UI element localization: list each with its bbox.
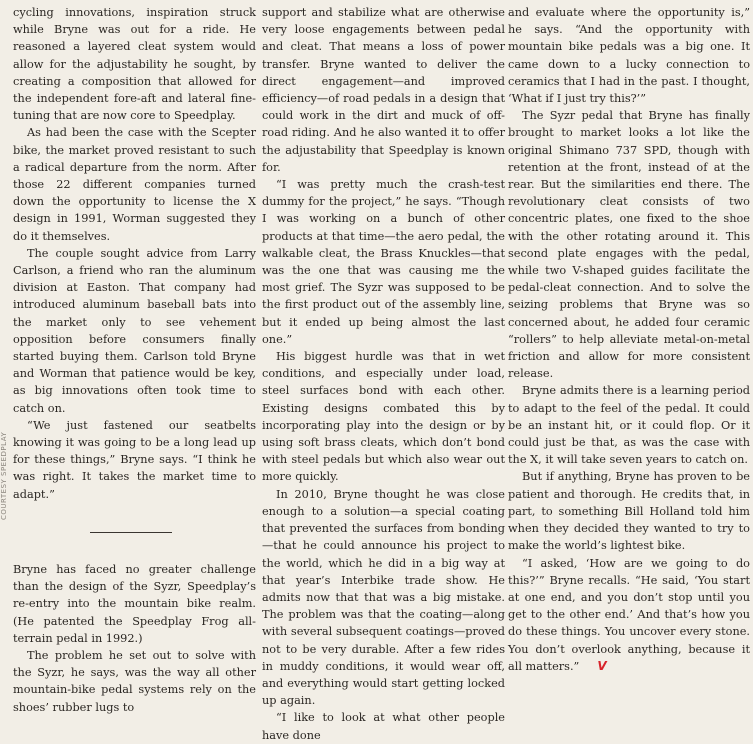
paragraph: and evaluate where the opportunity is,” he says. “And the opportunity with mountain bike pedals was a big one. It came down to a lucky connection to ceramics that I had in the past. I thought, ‘What if I just try this?’” — [508, 6, 750, 106]
paragraph: The couple sought advice from Larry Carlson, a friend who ran the aluminum division at Easton. That company had introduced aluminum baseball bats into the market only to see vehement opposition before consumers finally started buying them. Carlson told Bryne and Worman that patience would be key, as big innovations often took time to catch on. — [13, 246, 256, 415]
paragraph: His biggest hurdle was that in wet conditions, and especially under load, steel surfaces bond with each other. Existing designs combated this by incorporating play into the design or by using soft brass cleats, which don’t bond with steel pedals but which also wear out more quickly. — [262, 350, 505, 484]
paragraph: “We just fastened our seatbelts knowing it was going to be a long lead up for these things,” Bryne says. “I think he was right. It takes the market time to adapt.” — [13, 418, 256, 501]
paragraph: Bryne has faced no greater challenge than the design of the Syzr, Speedplay’s re-entry into the mountain bike realm. (He patented the Speedplay Frog all-terrain pedal in 1992.) — [13, 562, 256, 645]
paragraph: The Syzr pedal that Bryne has finally brought to market looks a lot like the original Shimano 737 SPD, though with retention at the front, instead of at the rear. But the similarities end there. The revolutionary cleat consists of two concentric plates, one fixed to the shoe with the other rotating around it. This second plate engages with the pedal, while two V-shaped guides facilitate the pedal-cleat connection. And to solve the seizing problems that Bryne was so concerned about, he added four ceramic “rollers” to help alleviate metal-on-metal friction and allow for more consistent release. — [508, 109, 750, 381]
paragraph: But if anything, Bryne has proven to be patient and thorough. He credits that, in part, to something Bill Holland told him when they decided they wanted to try to make the world’s lightest bike. — [508, 470, 750, 553]
end-mark-icon: V — [597, 658, 607, 673]
paragraph: Bryne admits there is a learning period to adapt to the feel of the pedal. It could be an instant hit, or it could flop. Or it could just be that, as was the case with the X, it will take seven years to catch on. — [508, 384, 750, 467]
paragraph: “I like to look at what other people have done — [262, 711, 505, 742]
paragraph: “I was pretty much the crash-test dummy for the project,” he says. “Though I was working on a bunch of other products at that time—the aero pedal, the walkable cleat, the Brass Knuckles—that was the one that was causing me the most grief. The Syzr was supposed to be the first product out of the assembly line, but it ended up being almost the last one.” — [262, 178, 505, 346]
paragraph-text: “I asked, ‘How are we going to do this?’” Bryne recalls. “He said, ‘You start at one end, and you don’t stop until you get to the other end.’ And that’s how you do these things. You uncover every stone. You don’t overlook anything, because it all matters.” — [508, 556, 750, 673]
photo-credit: COURTESY SPEEDPLAY — [0, 431, 8, 520]
paragraph: In 2010, Bryne thought he was close enough to a solution—a special coating that prevented the surfaces from bonding—that he could announce his project to the world, which he did in a big way at that year’s Interbike trade show. He admits now that that was a big mistake. The problem was that the coating—along with several subsequent coatings—proved not to be very durable. After a few rides in muddy conditions, it would wear off, and everything would start getting locked up again. — [262, 487, 505, 708]
paragraph: The problem he set out to solve with the Syzr, he says, was the way all other mountain-bike pedal systems rely on the shoes’ rubber lugs to — [13, 648, 256, 714]
article-column-1 — [13, 4, 256, 716]
paragraph: support and stabilize what are otherwise very loose engagements between pedal and cleat. That means a loss of power transfer. Bryne wanted to deliver the direct engagement—and improved efficiency—of road pedals in a design that could work in the dirt and muck of off-road riding. And he also wanted it to offer the adjustability that Speedplay is known for. — [262, 6, 505, 174]
paragraph-final — [508, 555, 750, 675]
paragraph: As had been the case with the Scepter bike, the market proved resistant to such a radical departure from the norm. After those 22 different companies turned down the opportunity to license the X design in 1991, Worman suggested they do it themselves. — [13, 126, 256, 243]
article-column-3 — [508, 4, 750, 675]
paragraph: cycling innovations, inspiration struck while Bryne was out for a ride. He reasoned a layered cleat system would allow for the adjustability he sought, by creating a composition that allowed for the independent fore-aft and lateral fine-tuning that are now core to Speedplay. — [13, 6, 256, 123]
article-column-2 — [262, 4, 505, 744]
